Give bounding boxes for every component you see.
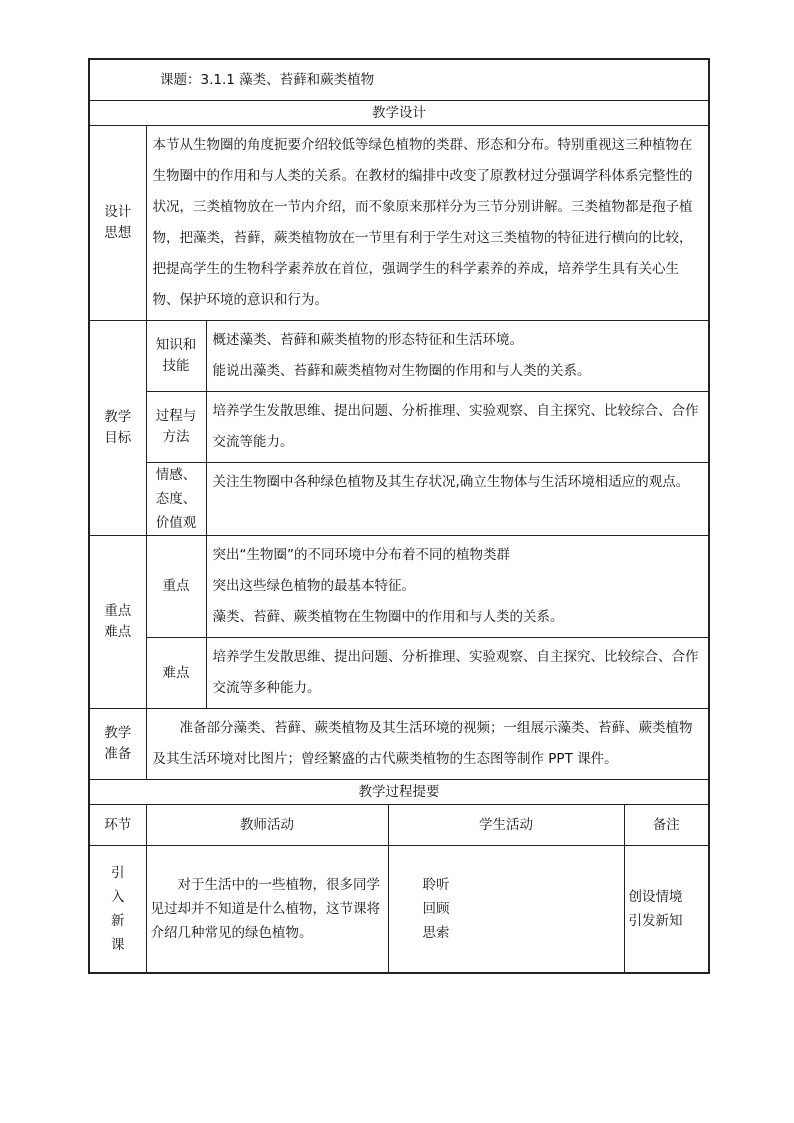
preparation-label: 教学 准备 [89, 709, 146, 780]
difficulty-label: 难点 [146, 638, 206, 709]
goal-attitude-label: 情感、 态度、 价值观 [146, 463, 206, 536]
stage-intro-cell: 引 入 新 课 [89, 846, 146, 974]
focus-label: 重点 [146, 536, 206, 638]
goal-process-label: 过程与 方法 [146, 392, 206, 463]
goal-process-text: 培养学生发散思维、提出问题、分析推理、实验观察、自主探究、比较综合、合作交流等能力。 [206, 392, 709, 463]
lesson-plan-table [88, 58, 710, 974]
lesson-title: 课题：3.1.1 藻类、苔藓和蕨类植物 [89, 59, 709, 101]
goal-knowledge-text: 概述藻类、苔藓和蕨类植物的形态特征和生活环境。 能说出藻类、苔藓和蕨类植物对生物圈的作用和与人类的关系。 [206, 321, 709, 392]
teacher-activity-text: 对于生活中的一些植物，很多同学见过却并不知道是什么植物，这节课将介绍几种常见的绿色植物。 [146, 846, 388, 974]
note-header: 备注 [624, 805, 709, 846]
process-section-heading: 教学过程提要 [89, 780, 709, 805]
preparation-text: 准备部分藻类、苔藓、蕨类植物及其生活环境的视频；一组展示藻类、苔藓、蕨类植物及其生活环境对比图片；曾经繁盛的古代蕨类植物的生态图等制作 PPT 课件。 [146, 709, 709, 780]
goal-attitude-text: 关注生物圈中各种绿色植物及其生存状况,确立生物体与生活环境相适应的观点。 [206, 463, 709, 536]
student-activity-header: 学生活动 [388, 805, 624, 846]
design-idea-label: 设计 思想 [89, 126, 146, 321]
stage-header: 环节 [89, 805, 146, 846]
focus-text: 突出“生物圈”的不同环境中分布着不同的植物类群 突出这些绿色植物的最基本特征。 藻类、苔藓、蕨类植物在生物圈中的作用和与人类的关系。 [206, 536, 709, 638]
note-text: 创设情境 引发新知 [624, 846, 709, 974]
key-points-label: 重点 难点 [89, 536, 146, 709]
teacher-activity-header: 教师活动 [146, 805, 388, 846]
goal-knowledge-label: 知识和 技能 [146, 321, 206, 392]
goals-label: 教学 目标 [89, 321, 146, 536]
design-section-heading: 教学设计 [89, 101, 709, 126]
difficulty-text: 培养学生发散思维、提出问题、分析推理、实验观察、自主探究、比较综合、合作交流等多种能力。 [206, 638, 709, 709]
design-idea-text: 本节从生物圈的角度扼要介绍较低等绿色植物的类群、形态和分布。特别重视这三种植物在生物圈中的作用和与人类的关系。在教材的编排中改变了原教材过分强调学科体系完整性的状况，三类植物放在一节内介绍，而不象原来那样分为三节分别讲解。三类植物都是孢子植物，把藻类，苔藓，蕨类植物放在一节里有利于学生对这三类植物的特征进行横向的比较，把提高学生的生物科学素养放在首位，强调学生的科学素养的养成，培养学生具有关心生物、保护环境的意识和行为。 [146, 126, 709, 321]
lesson-plan-sheet [88, 58, 708, 974]
student-activity-text: 聆听 回顾 思索 [388, 846, 624, 974]
